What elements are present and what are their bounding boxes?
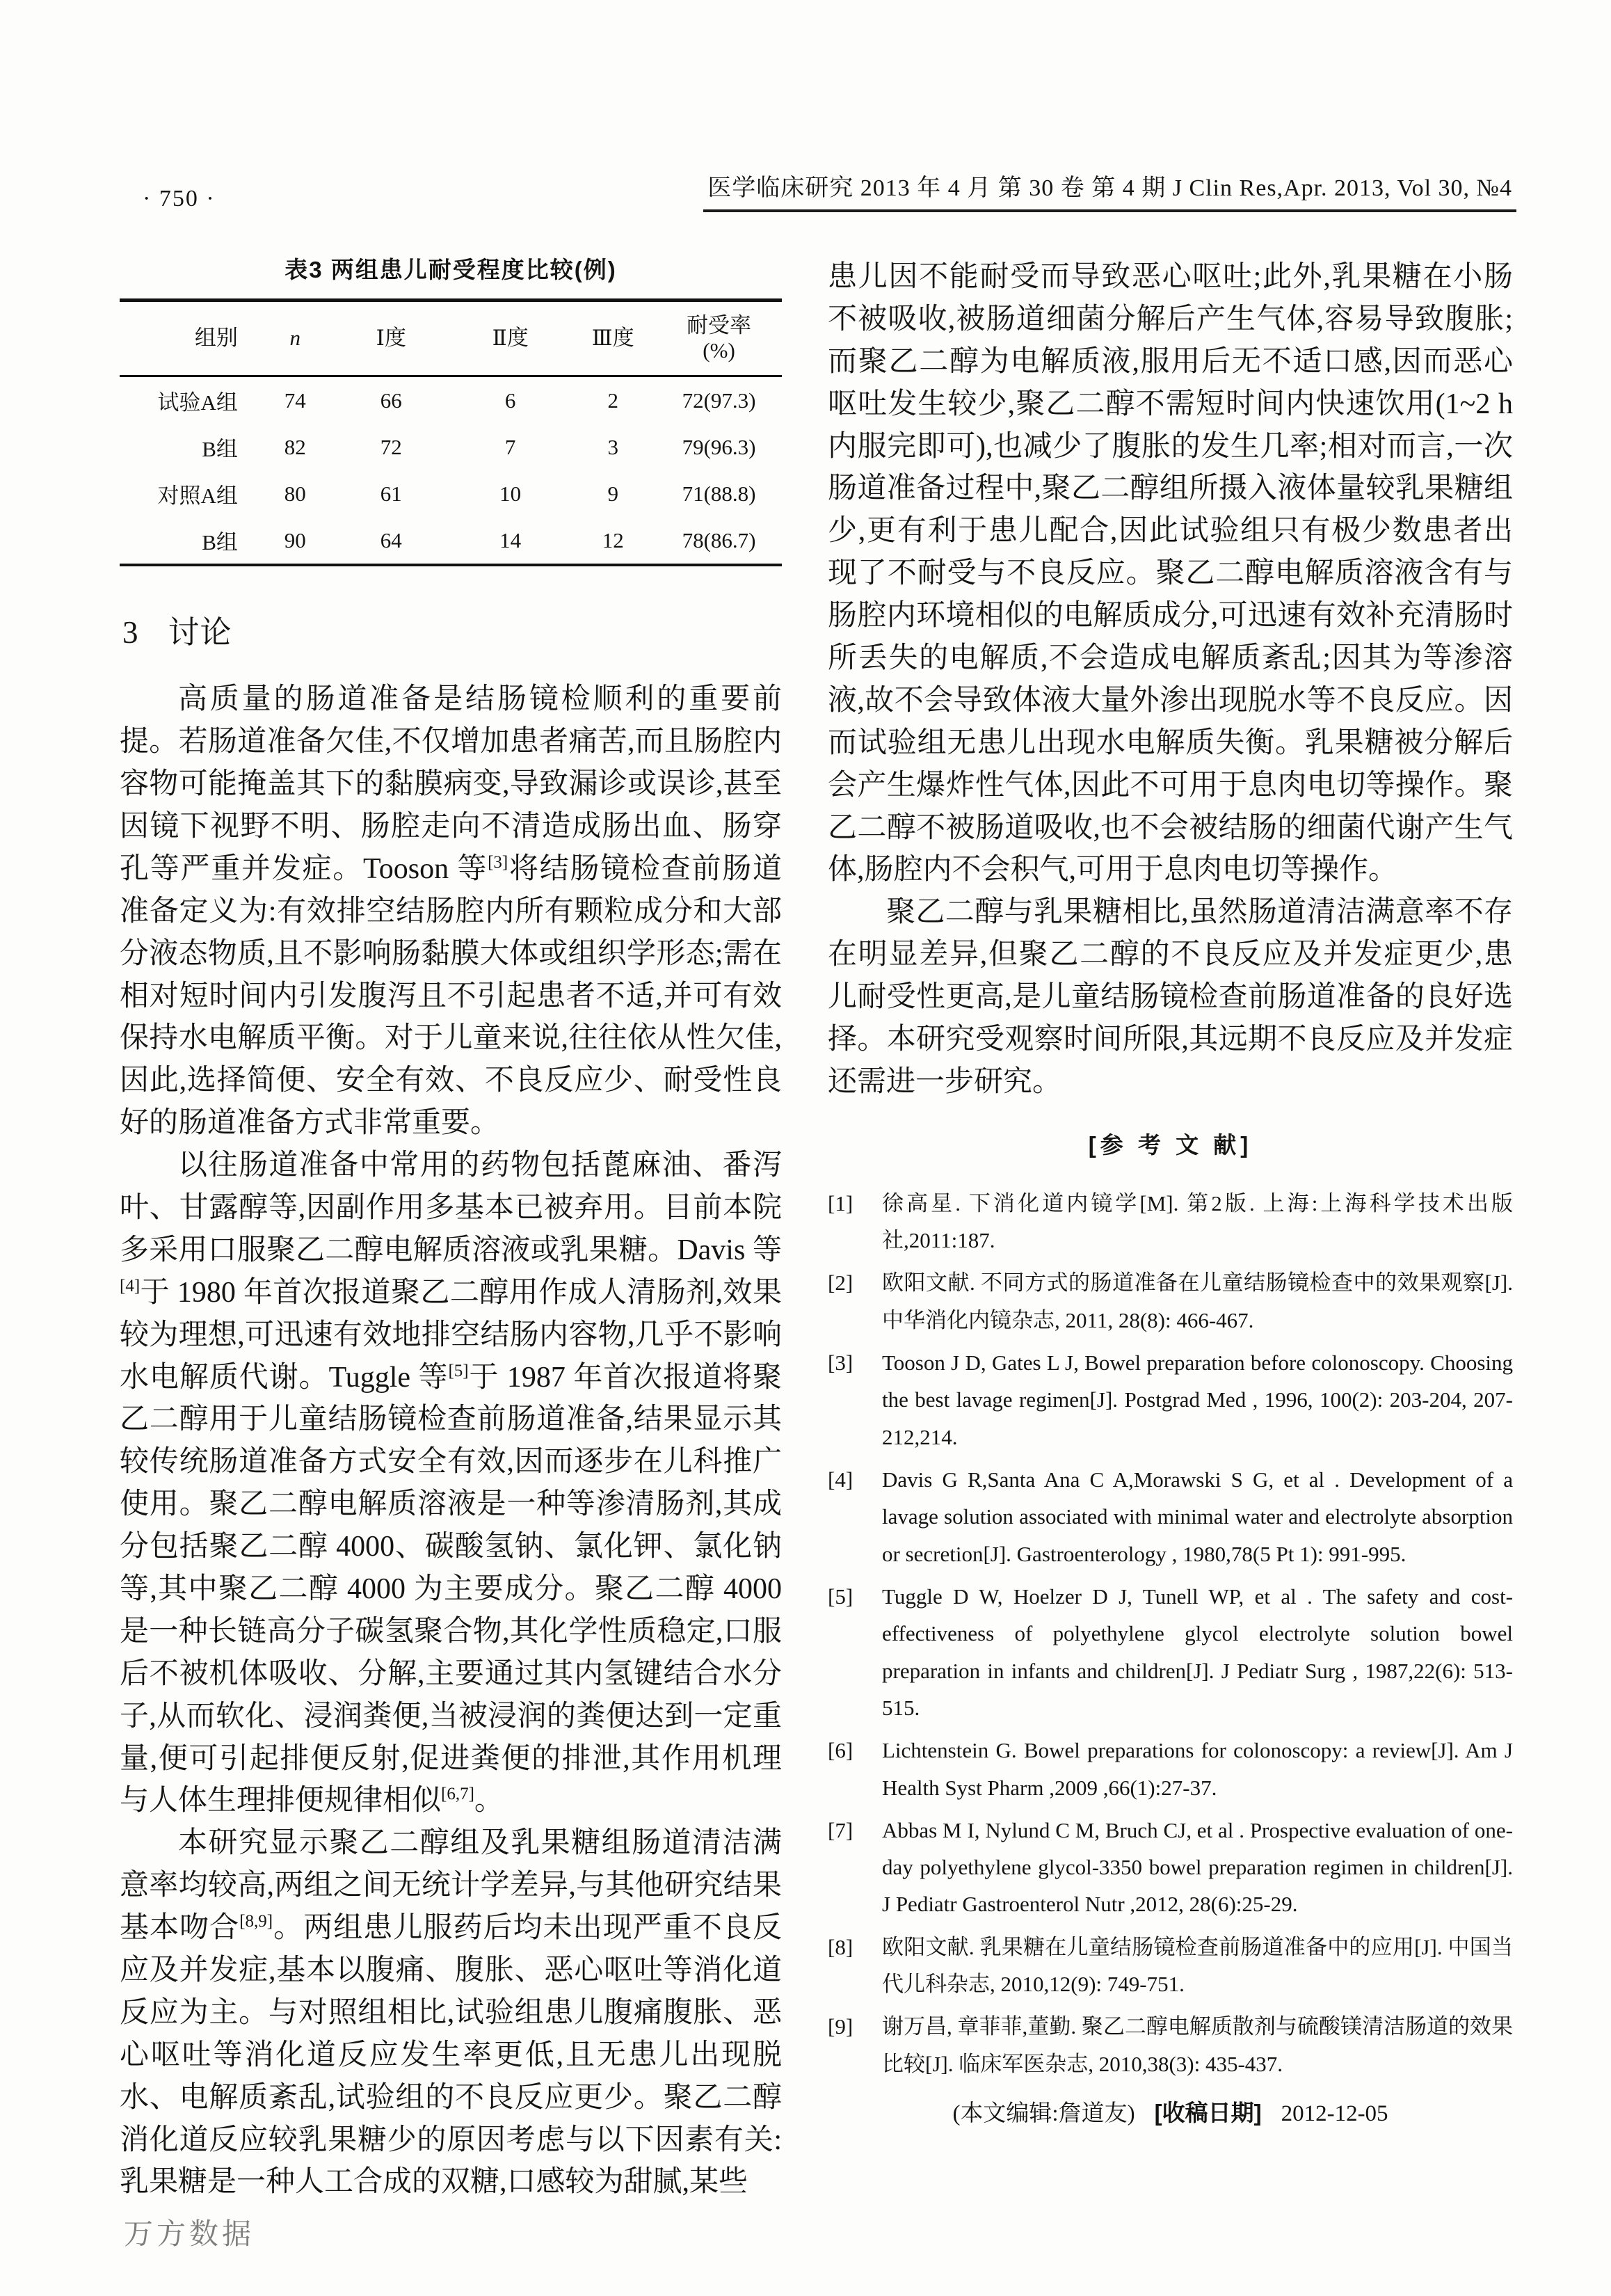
wanfang-watermark: 万方数据	[124, 2219, 255, 2251]
reference-text: 徐高星. 下消化道内镜学[M]. 第2版. 上海:上海科学技术出版社,2011:187.	[882, 1190, 1513, 1253]
table-row: 对照A组 80 61 10 9 71(88.8)	[157, 481, 756, 509]
reference-item-5	[828, 1578, 1513, 1726]
reference-text: Tooson J D, Gates L J, Bowel preparation before colonoscopy. Choosing the best lavage regimen[J]. Postgrad Med , 1996, 100(2): 203-204, 207-212,214.	[882, 1350, 1513, 1449]
reference-label: [9]	[828, 2014, 853, 2039]
reference-item-9	[828, 2008, 1513, 2082]
reference-item-4	[828, 1461, 1513, 1572]
left-column	[120, 252, 782, 2203]
right-paragraph-2: 聚乙二醇与乳果糖相比,虽然肠道清洁满意率不存在明显差异,但聚乙二醇的不良反应及并发症更少,患儿耐受性更高,是儿童结肠镜检查前肠道准备的良好选择。本研究受观察时间所限,其远期不良反应及并发症还需进一步研究。	[828, 896, 1513, 1098]
reference-item-8	[828, 1929, 1513, 2003]
reference-text: 谢万昌, 章菲菲,董勤. 聚乙二醇电解质散剂与硫酸镁清洁肠道的效果比较[J]. 临床军医杂志, 2010,38(3): 435-437.	[882, 2014, 1513, 2076]
column-header-n: n	[259, 301, 332, 376]
reference-label: [7]	[828, 1817, 853, 1842]
table-row: 试验A组 74 66 6 2 72(97.3)	[157, 388, 756, 415]
reference-label: [3]	[828, 1350, 853, 1376]
right-paragraph-1: 患儿因不能耐受而导致恶心呕吐;此外,乳果糖在小肠不被吸收,被肠道细菌分解后产生气体,容易导致腹胀;而聚乙二醇为电解质液,服用后无不适口感,因而恶心呕吐发生较少,聚乙二醇不需短时间内快速饮用(1~2 h 内服完即可),也减少了腹胀的发生几率;相对而言,一次肠道准备过程中,聚乙二醇组所摄入液体量较乳果糖组少,更有利于患儿配合,因此试验组只有极少数患者出现了不耐受与不良反应。聚乙二醇电解质溶液含有与肠腔内环境相似的电解质成分,可迅速有效补充清肠时所丢失的电解质,不会造成电解质紊乱;因其为等渗溶液,故不会导致体液大量外渗出现脱水等不良反应。因而试验组无患儿出现水电解质失衡。乳果糖被分解后会产生爆炸性气体,因此不可用于息肉电切等操作。聚乙二醇不被肠道吸收,也不会被结肠的细菌代谢产生气体,肠腔内不会积气,可用于息肉电切等操作。	[828, 261, 1513, 886]
column-header-degree3: Ⅲ度	[570, 301, 656, 376]
reference-label: [4]	[828, 1467, 853, 1492]
reference-label: [5]	[828, 1584, 853, 1609]
references-heading: [参 考 文 献]	[1088, 1131, 1253, 1158]
column-header-group: 组别	[120, 301, 259, 376]
reference-text: Tuggle D W, Hoelzer D J, Tunell WP, et al . The safety and cost-effectiveness of polyethylene glycol electrolyte solution bowel preparation in infants and children[J]. J Pediatr Surg , 1987,22(6): 513-515.	[882, 1584, 1513, 1720]
reference-item-6	[828, 1732, 1513, 1806]
table-header-row	[120, 301, 782, 376]
editor-received-line	[828, 2095, 1513, 2128]
reference-item-3	[828, 1344, 1513, 1456]
table-row: B组 82 72 7 3 79(96.3)	[202, 434, 756, 462]
tolerance-comparison-table	[120, 298, 782, 566]
reference-text: 欧阳文献. 不同方式的肠道准备在儿童结肠镜检查中的效果观察[J]. 中华消化内镜杂志, 2011, 28(8): 466-467.	[882, 1270, 1513, 1332]
reference-label: [6]	[828, 1738, 853, 1763]
discussion-paragraph-1: 高质量的肠道准备是结肠镜检顺利的重要前提。若肠道准备欠佳,不仅增加患者痛苦,而且肠腔内容物可能掩盖其下的黏膜病变,导致漏诊或误诊,甚至因镜下视野不明、肠腔走向不清造成肠出血、肠穿孔等严重并发症。Tooson 等[3]将结肠镜检查前肠道准备定义为:有效排空结肠腔内所有颗粒成分和大部分液态物质,且不影响肠黏膜大体或组织学形态;需在相对短时间内引发腹泻且不引起患者不适,并可有效保持水电解质平衡。对于儿童来说,往往依从性欠佳,因此,选择简便、安全有效、不良反应少、耐受性良好的肠道准备方式非常重要。	[120, 683, 782, 1140]
table-row: B组 90 64 14 12 78(86.7)	[202, 527, 756, 555]
column-header-degree1: Ⅰ度	[332, 301, 451, 376]
right-column	[828, 256, 1513, 2128]
discussion-paragraph-3: 本研究显示聚乙二醇组及乳果糖组肠道清洁满意率均较高,两组之间无统计学差异,与其他研究结果基本吻合[8,9]。两组患儿服药后均未出现严重不良反应及并发症,基本以腹痛、腹胀、恶心呕吐等消化道反应为主。与对照组相比,试验组患儿腹痛腹胀、恶心呕吐等消化道反应发生率更低,且无患儿出现脱水、电解质紊乱,试验组的不良反应更少。聚乙二醇消化道反应较乳果糖少的原因考虑与以下因素有关:乳果糖是一种人工合成的双糖,口感较为甜腻,某些	[120, 1827, 782, 2199]
reference-text: Lichtenstein G. Bowel preparations for colonoscopy: a review[J]. Am J Health Syst Pharm ,2009 ,66(1):27-37.	[882, 1738, 1513, 1800]
reference-label: [8]	[828, 1934, 853, 1959]
table-title: 表3 两组患儿耐受程度比较(例)	[284, 257, 617, 282]
column-header-tolerance-rate: 耐受率 (%)	[656, 301, 782, 376]
citation-superscript: [6,7]	[441, 1785, 474, 1804]
reference-text: Davis G R,Santa Ana C A,Morawski S G, et al . Development of a lavage solution associated with minimal water and electrolyte absorption or secretion[J]. Gastroenterology , 1980,78(5 Pt 1): 991-995.	[882, 1467, 1513, 1566]
journal-header-line: 医学临床研究 2013 年 4 月 第 30 卷 第 4 期 J Clin Res,Apr. 2013, Vol 30, №4	[703, 168, 1516, 212]
reference-text: 欧阳文献. 乳果糖在儿童结肠镜检查前肠道准备中的应用[J]. 中国当代儿科杂志, 2010,12(9): 749-751.	[882, 1934, 1513, 1997]
reference-label: [1]	[828, 1190, 853, 1215]
citation-superscript: [8,9]	[239, 1912, 273, 1931]
reference-item-1	[828, 1185, 1513, 1259]
editor-note: (本文编辑:詹道友)	[952, 2101, 1135, 2126]
discussion-paragraph-2: 以往肠道准备中常用的药物包括蓖麻油、番泻叶、甘露醇等,因副作用多基本已被弃用。目前本院多采用口服聚乙二醇电解质溶液或乳果糖。Davis 等[4]于 1980 年首次报道聚乙二醇用作成人清肠剂,效果较为理想,可迅速有效地排空结肠内容物,几乎不影响水电解质代谢。Tuggle 等[5]于 1987 年首次报道将聚乙二醇用于儿童结肠镜检查前肠道准备,结果显示其较传统肠道准备方式安全有效,因而逐步在儿科推广使用。聚乙二醇电解质溶液是一种等渗清肠剂,其成分包括聚乙二醇 4000、碳酸氢钠、氯化钾、氯化钠等,其中聚乙二醇 4000 为主要成分。聚乙二醇 4000 是一种长链高分子碳氢聚合物,其化学性质稳定,口服后不被机体吸收、分解,主要通过其内氢键结合水分子,从而软化、浸润粪便,当被浸润的粪便达到一定重量,便可引起排便反射,促进粪便的排泄,其作用机理与人体生理排便规律相似[6,7]。	[120, 1149, 782, 1817]
reference-item-2	[828, 1264, 1513, 1339]
reference-item-7	[828, 1812, 1513, 1923]
reference-label: [2]	[828, 1270, 853, 1296]
page-header	[143, 168, 1516, 212]
citation-superscript: [5]	[448, 1361, 469, 1380]
reference-text: Abbas M I, Nylund C M, Bruch CJ, et al . Prospective evaluation of one-day polyethylene glycol-3350 bowel preparation regimen in children[J]. J Pediatr Gastroenterol Nutr ,2012, 28(6):25-29.	[882, 1817, 1513, 1917]
column-header-degree2: Ⅱ度	[451, 301, 570, 376]
received-date-label: [收稿日期]	[1154, 2100, 1262, 2126]
section-heading-discussion: 3 讨论	[122, 615, 232, 651]
citation-superscript: [3]	[488, 852, 508, 872]
page-number: · 750 ·	[143, 186, 216, 212]
received-date: 2012-12-05	[1281, 2101, 1388, 2126]
citation-superscript: [4]	[120, 1276, 141, 1296]
